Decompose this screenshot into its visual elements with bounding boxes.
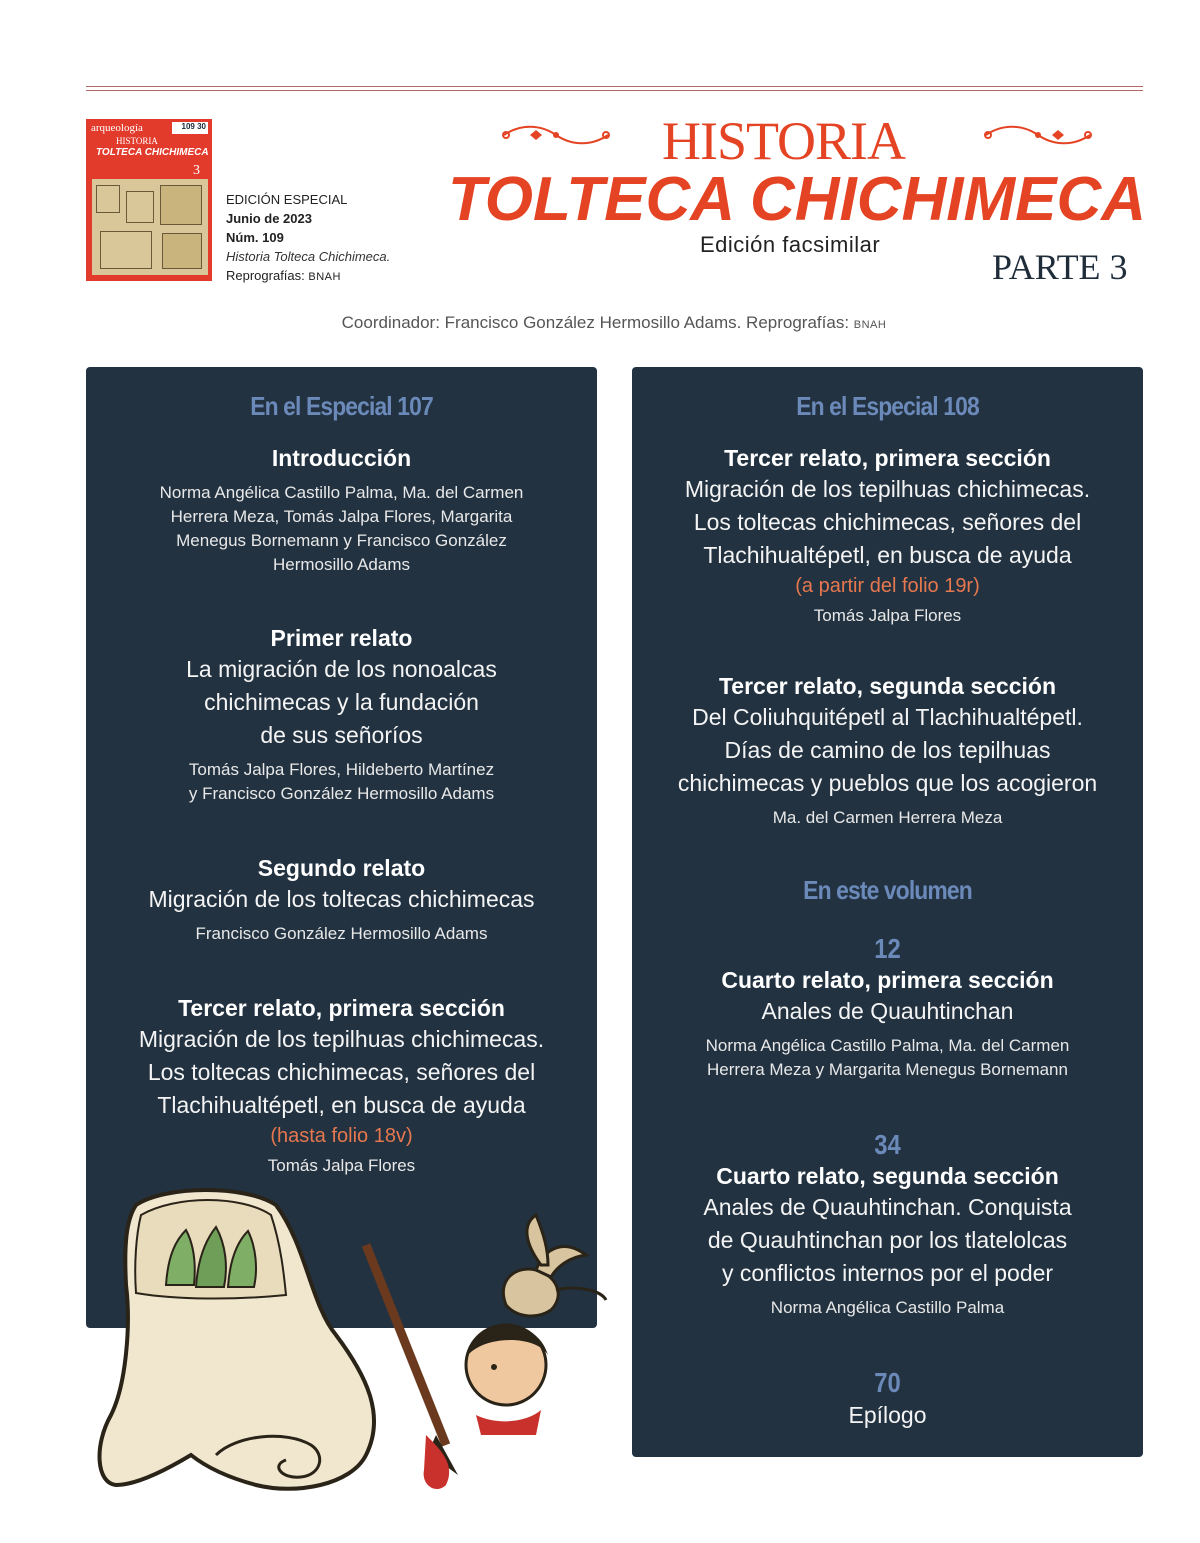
codex-glyph: [126, 191, 154, 223]
item-authors: Ma. del Carmen Herrera Meza: [772, 808, 1003, 827]
codex-glyph: [96, 185, 120, 213]
repro-value: BNAH: [308, 271, 341, 283]
page-number: 34: [874, 1129, 901, 1160]
item-authors: Francisco González Hermosillo Adams: [195, 924, 488, 943]
repro-label: Reprografías:: [226, 268, 305, 283]
codex-glyph: [160, 185, 202, 225]
item-subtitle: chichimecas y la fundación: [204, 689, 479, 715]
cover-masthead: arqueología: [91, 122, 143, 134]
codex-glyph: [100, 231, 152, 269]
item-authors: Tomás Jalpa Flores, Hildeberto Martínez: [188, 760, 495, 779]
item-subtitle: Migración de los toltecas chichimecas: [148, 886, 535, 912]
toc-item[interactable]: [86, 623, 597, 806]
item-subtitle: La migración de los nonoalcas: [186, 656, 497, 682]
magazine-cover-thumbnail[interactable]: [86, 119, 212, 281]
item-subtitle: y conflictos internos por el poder: [721, 1260, 1054, 1286]
item-subtitle: de sus señoríos: [260, 722, 423, 748]
item-title: Cuarto relato, primera sección: [721, 967, 1054, 993]
title-tolteca-chichimeca: TOLTECA CHICHIMECA: [448, 165, 1147, 234]
edition-label: EDICIÓN ESPECIAL: [226, 192, 348, 207]
item-title: Tercer relato, segunda sección: [718, 673, 1057, 699]
item-subtitle: Días de camino de los tepilhuas: [724, 737, 1051, 763]
cover-part-number: 3: [193, 163, 200, 178]
toc-item[interactable]: [86, 853, 597, 946]
panel-heading: En el Especial 107: [250, 391, 433, 421]
toc-item[interactable]: [632, 1129, 1143, 1320]
toc-item[interactable]: [632, 933, 1143, 1082]
cover-issue-badge: 109 30: [181, 122, 206, 131]
toc-item[interactable]: [632, 443, 1143, 628]
item-subtitle: Los toltecas chichimecas, señores del: [693, 509, 1082, 535]
item-authors: Tomás Jalpa Flores: [813, 606, 962, 625]
subtitle-edicion: Edición facsimilar: [700, 232, 881, 257]
toc-item[interactable]: [632, 1367, 1143, 1432]
item-subtitle: Tlachihualtépetl, en busca de ayuda: [703, 542, 1072, 568]
issue-number: Núm. 109: [226, 230, 284, 245]
item-authors: Norma Angélica Castillo Palma, Ma. del Carmen: [159, 483, 524, 502]
item-subtitle: de Quauhtinchan por los tlatelolcas: [707, 1227, 1068, 1253]
panel-especial-107: [86, 367, 597, 1328]
item-title: Cuarto relato, segunda sección: [716, 1163, 1059, 1189]
item-title: Tercer relato, primera sección: [178, 995, 505, 1021]
part-label: PARTE 3: [992, 247, 1128, 287]
item-title: Introducción: [271, 445, 412, 471]
item-authors: y Francisco González Hermosillo Adams: [188, 784, 495, 803]
item-subtitle: Anales de Quauhtinchan. Conquista: [703, 1194, 1072, 1220]
codex-glyph: [162, 233, 202, 269]
repro-credit: [226, 266, 390, 287]
top-rule: [86, 86, 1143, 87]
item-authors: Herrera Meza y Margarita Menegus Bornemann: [707, 1060, 1068, 1079]
toc-item[interactable]: [86, 443, 597, 577]
cover-title-small: HISTORIA: [116, 136, 158, 146]
item-title: Tercer relato, primera sección: [724, 445, 1051, 471]
coordinator-line: [0, 313, 1200, 333]
toc-item[interactable]: [632, 671, 1143, 830]
item-subtitle: chichimecas y pueblos que los acogieron: [677, 770, 1098, 796]
item-subtitle: Migración de los tepilhuas chichimecas.: [684, 476, 1091, 502]
top-rule-secondary: [86, 90, 1143, 91]
item-subtitle: Tlachihualtépetl, en busca de ayuda: [157, 1092, 526, 1118]
item-authors: Norma Angélica Castillo Palma, Ma. del Carmen: [705, 1036, 1070, 1055]
item-authors: Norma Angélica Castillo Palma: [770, 1298, 1005, 1317]
coordinator-text: Coordinador: Francisco González Hermosillo Adams. Reprografías:: [341, 313, 850, 332]
item-subtitle: Los toltecas chichimecas, señores del: [147, 1059, 536, 1085]
left-ornament-icon: [500, 124, 612, 146]
issue-date: Junio de 2023: [226, 211, 312, 226]
panel-especial-108: [632, 367, 1143, 1457]
right-ornament-icon: [982, 124, 1094, 146]
item-authors: Tomás Jalpa Flores: [267, 1156, 416, 1175]
item-authors: Menegus Bornemann y Francisco González: [176, 531, 507, 550]
item-subtitle: Del Coliuhquitépetl al Tlachihualtépetl.: [692, 704, 1083, 730]
issue-metadata: [226, 190, 390, 287]
title-historia: HISTORIA: [662, 111, 906, 171]
item-title: Segundo relato: [257, 855, 426, 881]
item-subtitle: Epílogo: [848, 1402, 927, 1428]
panel-heading: En el Especial 108: [796, 391, 979, 421]
item-subtitle: Migración de los tepilhuas chichimecas.: [138, 1026, 545, 1052]
toc-item[interactable]: [86, 993, 597, 1178]
volume-heading: En este volumen: [803, 875, 972, 905]
cover-title-main: TOLTECA CHICHIMECA: [96, 147, 209, 158]
page-number: 12: [874, 933, 901, 964]
item-title: Primer relato: [270, 625, 413, 651]
item-note: (a partir del folio 19r): [795, 575, 980, 597]
codex-hill-warrior-illustration: [96, 1185, 616, 1525]
page-number: 70: [874, 1367, 901, 1398]
item-authors: Herrera Meza, Tomás Jalpa Flores, Margarita: [170, 507, 513, 526]
item-authors: Hermosillo Adams: [273, 555, 410, 574]
coordinator-repro: BNAH: [853, 319, 887, 331]
issue-title: Historia Tolteca Chichimeca.: [226, 249, 391, 264]
item-note: (hasta folio 18v): [270, 1125, 413, 1147]
item-subtitle: Anales de Quauhtinchan: [761, 998, 1014, 1024]
